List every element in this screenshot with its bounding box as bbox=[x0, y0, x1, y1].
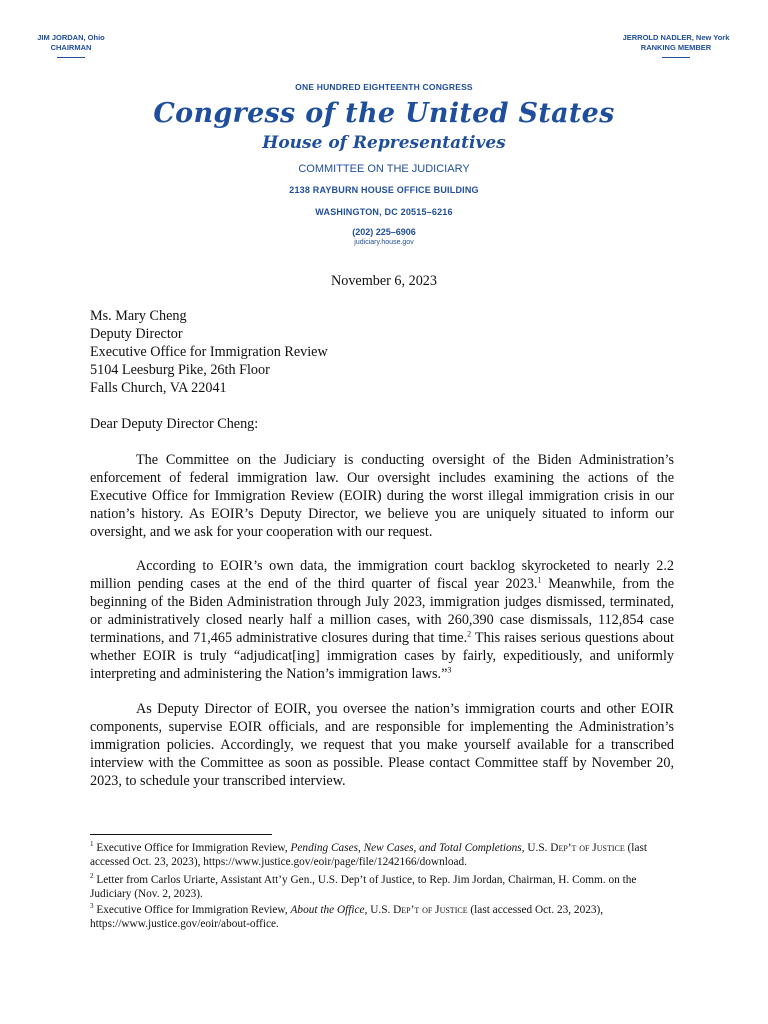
footnote-source-title: Pending Cases, New Cases, and Total Completions bbox=[290, 842, 522, 854]
body-paragraph-3: As Deputy Director of EOIR, you oversee the nation’s immigration courts and other EOIR components, supervise EOIR officials, and are responsible for implementing the Administration’s immigration policies. Accordingly, we request that you make yourself available for a transcribed interview with the Committee as soon as possible. Please contact Committee staff by November 20, 2023, to schedule your transcribed interview. bbox=[90, 701, 674, 789]
footnote-3 bbox=[90, 903, 680, 931]
recipient-line: Falls Church, VA 22041 bbox=[90, 380, 227, 396]
chairman-title: CHAIRMAN bbox=[50, 43, 92, 52]
footnote-text: ep’t of bbox=[401, 904, 433, 916]
ranking-member-block bbox=[618, 33, 734, 58]
ranking-member-divider bbox=[662, 57, 690, 58]
office-city: WASHINGTON, DC 20515–6216 bbox=[315, 207, 453, 217]
chairman-name: JIM JORDAN, Ohio bbox=[37, 33, 105, 42]
body-paragraph-2 bbox=[90, 557, 674, 683]
ranking-member-title: RANKING MEMBER bbox=[640, 43, 712, 52]
footnote-source-title: About the Office bbox=[290, 904, 365, 916]
house-title: House of Representatives bbox=[262, 133, 506, 153]
recipient-line: Ms. Mary Cheng bbox=[90, 308, 187, 324]
footnote-text: , U.S. D bbox=[521, 842, 559, 854]
letter-date: November 6, 2023 bbox=[331, 273, 437, 289]
footnote-text: J bbox=[432, 904, 440, 916]
footnote-text: , U.S. D bbox=[364, 904, 402, 916]
footnote-link[interactable]: (last accessed Oct. 23, 2023), https://www.justice.gov/eoir/page/file/1242166/download. bbox=[90, 842, 647, 868]
footnote-divider bbox=[90, 834, 272, 835]
footnote-ref-1[interactable]: 1 bbox=[537, 575, 542, 585]
office-phone: (202) 225–6906 bbox=[352, 227, 416, 237]
footnote-1 bbox=[90, 841, 680, 869]
footnote-text: ustice bbox=[439, 904, 468, 916]
footnote-text: Executive Office for Immigration Review, bbox=[93, 904, 291, 916]
footnote-text: ustice bbox=[596, 842, 625, 854]
footnote-2 bbox=[90, 873, 680, 901]
chairman-divider bbox=[57, 57, 85, 58]
footnote-text: ep’t of bbox=[558, 842, 590, 854]
recipient-line: Executive Office for Immigration Review bbox=[90, 344, 328, 360]
congress-title: Congress of the United States bbox=[153, 98, 615, 129]
footnote-text: J bbox=[589, 842, 597, 854]
footnote-ref-3[interactable]: 3 bbox=[447, 665, 452, 675]
footnote-number: 1 bbox=[90, 840, 94, 849]
footnote-number: 3 bbox=[90, 902, 94, 911]
footnote-ref-2[interactable]: 2 bbox=[467, 629, 472, 639]
congress-number: ONE HUNDRED EIGHTEENTH CONGRESS bbox=[295, 82, 473, 92]
para2-text-b: Meanwhile, from the beginning of the Biden Administration through July 2023, immigration judges dismissed, terminated, or administratively closed nearly half a million cases, with 260,390 case dismissals, 112,854 case terminations, and 71,465 administrative closures during that time. bbox=[90, 576, 675, 646]
body-paragraph-1: The Committee on the Judiciary is conducting oversight of the Biden Administration’s enforcement of federal immigration law. Our oversight includes examining the actions of the Executive Office for Immigration Review (EOIR) during the worst illegal immigration crisis in our nation’s history. As EOIR’s Deputy Director, we believe you are uniquely situated to inform our oversight, and we ask for your cooperation with our request. bbox=[90, 452, 674, 540]
office-address: 2138 RAYBURN HOUSE OFFICE BUILDING bbox=[289, 185, 479, 195]
salutation: Dear Deputy Director Cheng: bbox=[90, 416, 259, 432]
website: judiciary.house.gov bbox=[354, 239, 414, 246]
recipient-address bbox=[90, 307, 328, 397]
para2-text-c: This raises serious questions about whether EOIR is truly “adjudicat[ing] immigration cases by fairly, expeditiously, and uniformly interpreting and administering the Nation’s immigration laws.” bbox=[90, 630, 674, 682]
chairman-block bbox=[34, 33, 108, 58]
ranking-member-name: JERROLD NADLER, New York bbox=[622, 33, 730, 42]
footnote-text: Letter from Carlos Uriarte, Assistant Att’y Gen., U.S. Dep’t of Justice, to Rep. Jim Jordan, Chairman, H. Comm. on the Judiciary (Nov. 2, 2023). bbox=[90, 874, 637, 900]
footnote-text: Executive Office for Immigration Review, bbox=[93, 842, 291, 854]
footnote-link[interactable]: (last accessed Oct. 23, 2023), https://www.justice.gov/eoir/about-office. bbox=[90, 904, 604, 930]
recipient-line: 5104 Leesburg Pike, 26th Floor bbox=[90, 362, 270, 378]
committee-name: COMMITTEE ON THE JUDICIARY bbox=[298, 163, 470, 175]
footnote-number: 2 bbox=[90, 872, 94, 881]
para2-text-a: According to EOIR’s own data, the immigration court backlog skyrocketed to nearly 2.2 million pending cases at the end of the third quarter of fiscal year 2023. bbox=[90, 558, 674, 592]
recipient-line: Deputy Director bbox=[90, 326, 183, 342]
